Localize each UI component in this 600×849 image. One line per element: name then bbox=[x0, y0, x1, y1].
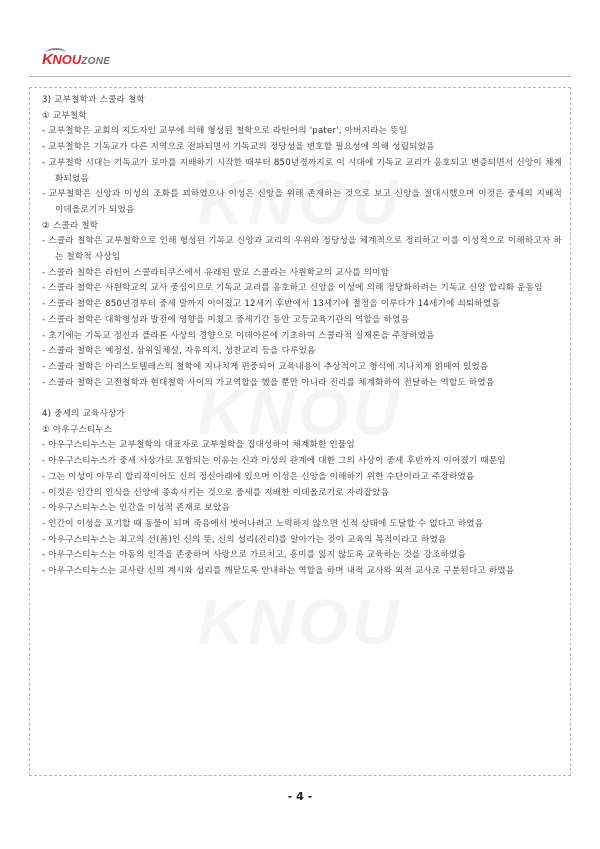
bullet-dash: - bbox=[42, 299, 49, 310]
bullet-item bbox=[42, 548, 562, 564]
bullet-item bbox=[42, 187, 562, 218]
bullet-item bbox=[42, 517, 562, 533]
bullet-dash: - bbox=[42, 440, 49, 451]
bullet-text: 이것은 인간의 인식을 신앙에 종속시키는 것으로 중세를 지배한 이데올로기로 자리잡았음 bbox=[48, 487, 390, 498]
bullet-dash: - bbox=[42, 283, 49, 294]
bullet-item bbox=[42, 501, 562, 517]
bullet-text: 아우구스티누스는 인간을 이성적 존재로 보았음 bbox=[48, 503, 230, 514]
section-heading: 4) 중세의 교육사상가 bbox=[42, 409, 126, 420]
subsection-heading: ② 스콜라 철학 bbox=[42, 220, 99, 231]
bullet-item bbox=[42, 438, 562, 454]
bullet-text: 스콜라 철학은 대학형성과 발전에 영향을 미쳤고 중세기간 동안 고등교육기관의 역할을 하였음 bbox=[48, 314, 410, 325]
bullet-item bbox=[42, 376, 562, 392]
bullet-item bbox=[42, 266, 562, 282]
bullet-text: 아우구스티누스는 최고의 선(善)인 신의 뜻, 신의 섭리(진리)를 알아가는 것이 교육의 목적이라고 하였음 bbox=[48, 534, 447, 545]
bullet-text: 스콜라 철학은 교부철학으로 인해 형성된 기독교 신앙과 교리의 우위와 정당성을 체계적으로 정리하고 이를 이성적으로 이해하고자 하는 철학적 사상임 bbox=[48, 236, 562, 263]
watermark bbox=[180, 585, 420, 659]
bullet-item bbox=[42, 281, 562, 297]
bullet-item bbox=[42, 124, 562, 140]
bullet-dash: - bbox=[42, 126, 49, 137]
knouzone-logo: KNOUZONE bbox=[42, 51, 111, 68]
section-heading: 3) 교부철학과 스콜라 철학 bbox=[42, 95, 146, 105]
bullet-text: 인간이 이성을 포기할 때 동물이 되며 죽음에서 벗어나려고 노력하지 않으면 신적 상태에 도달할 수 없다고 하였음 bbox=[48, 518, 484, 529]
bullet-item bbox=[42, 313, 562, 329]
page-number: - 4 - bbox=[287, 790, 313, 803]
bullet-item bbox=[42, 344, 562, 360]
bullet-item bbox=[42, 564, 562, 580]
bullet-text: 아우구스티누스는 아동의 인격을 존중하며 사랑으로 가르치고, 흥미를 잃지 않도록 교육하는 것을 강조하였음 bbox=[48, 550, 466, 561]
bullet-text: 스콜라 철학은 고전철학과 현대철학 사이의 가교역할을 했을 뿐만 아니라 진리를 체계화하여 전달하는 역할도 하였음 bbox=[48, 377, 495, 388]
bullet-item bbox=[42, 156, 562, 187]
document-body bbox=[42, 93, 562, 580]
bullet-dash: - bbox=[42, 189, 49, 200]
bullet-dash: - bbox=[42, 487, 49, 498]
bullet-item bbox=[42, 329, 562, 345]
bullet-text: 스콜라 철학은 사원학교의 교사 중심이므로 기독교 교리를 옹호하고 신앙을 이성에 의해 정당화하려는 기독교 신앙 합리화 운동임 bbox=[48, 283, 543, 294]
bullet-item bbox=[42, 470, 562, 486]
bullet-dash: - bbox=[42, 330, 49, 341]
bullet-text: 아우구스티누스는 교부철학의 대표자로 교부철학을 집대성하여 체계화한 인물임 bbox=[48, 440, 355, 451]
bullet-item bbox=[42, 454, 562, 470]
bullet-item bbox=[42, 486, 562, 502]
header-rule bbox=[29, 76, 571, 77]
bullet-dash: - bbox=[42, 518, 49, 529]
bullet-dash: - bbox=[42, 157, 49, 168]
bullet-dash: - bbox=[42, 267, 49, 278]
bullet-item bbox=[42, 140, 562, 156]
bullet-dash: - bbox=[42, 503, 49, 514]
bullet-item bbox=[42, 297, 562, 313]
bullet-text: 초기에는 기독교 정신과 플라톤 사상의 경향으로 이데아론에 기초하여 스콜라적 실재론을 주장하였음 bbox=[48, 330, 435, 341]
bullet-text: 스콜라 철학은 850년경부터 중세 말까지 이어졌고 12세기 후반에서 13세기에 절정을 이루다가 14세기에 쇠퇴하였음 bbox=[48, 299, 500, 310]
bullet-item bbox=[42, 234, 562, 265]
bullet-text: 교부철학은 신앙과 이성의 조화를 꾀하였으나 이성은 신앙을 위해 존재하는 것으로 보고 신앙을 절대시했으며 이것은 중세의 지배적 이데올로기가 되었음 bbox=[48, 189, 563, 215]
bullet-text: 스콜라 철학은 예정설, 삼위일체설, 자유의지, 성찬교리 등을 다루었음 bbox=[48, 346, 316, 357]
bullet-dash: - bbox=[42, 566, 49, 577]
bullet-text: 그는 이성이 아무리 합리적이어도 신의 정신아래에 있으며 이성은 신앙을 이해하기 위한 수단이라고 주장하였음 bbox=[48, 471, 475, 482]
bullet-dash: - bbox=[42, 471, 49, 482]
bullet-text: 교부철학은 교회의 지도자인 교부에 의해 형성된 철학으로 라틴어의 'pater', 아버지라는 뜻임 bbox=[48, 126, 408, 137]
bullet-text: 교부철학 시대는 기독교가 로마를 지배하기 시작한 때부터 850년경까지로 이 시대에 기독교 교리가 옹호되고 변증되면서 신앙이 체계화되었음 bbox=[48, 157, 562, 184]
bullet-dash: - bbox=[42, 142, 49, 153]
bullet-item bbox=[42, 360, 562, 376]
bullet-dash: - bbox=[42, 314, 49, 325]
bullet-dash: - bbox=[42, 377, 49, 388]
bullet-text: 스콜라 철학은 아리스토텔레스의 철학에 지나치게 편중되어 교육내용이 추상적이고 형식에 지나치게 얽매여 있었음 bbox=[48, 361, 489, 372]
bullet-dash: - bbox=[42, 456, 49, 467]
bullet-dash: - bbox=[42, 534, 49, 545]
bullet-text: 교부철학은 기독교가 다른 지역으로 전파되면서 기독교의 정당성을 변호할 필요성에 의해 성립되었음 bbox=[48, 142, 435, 153]
subsection-heading: ① 교부철학 bbox=[42, 110, 87, 121]
bullet-dash: - bbox=[42, 236, 49, 247]
bullet-text: 아우구스티누스는 교사란 신의 계시와 섭리를 깨닫도록 안내하는 역할을 하며 내적 교사와 외적 교사로 구분된다고 하였음 bbox=[48, 566, 515, 577]
bullet-text: 스콜라 철학은 라틴어 스콜라티쿠스에서 유래된 말로 스콜라는 사원학교의 교사를 의미함 bbox=[48, 267, 390, 278]
bullet-dash: - bbox=[42, 361, 49, 372]
subsection-heading: ① 아우구스티누스 bbox=[42, 424, 113, 435]
bullet-item bbox=[42, 533, 562, 549]
bullet-dash: - bbox=[42, 550, 49, 561]
bullet-text: 아우구스티누스가 중세 사상가로 포함되는 이유는 신과 이성의 관계에 대한 그의 사상이 중세 후반까지 이어졌기 때문임 bbox=[48, 456, 506, 467]
bullet-dash: - bbox=[42, 346, 49, 357]
